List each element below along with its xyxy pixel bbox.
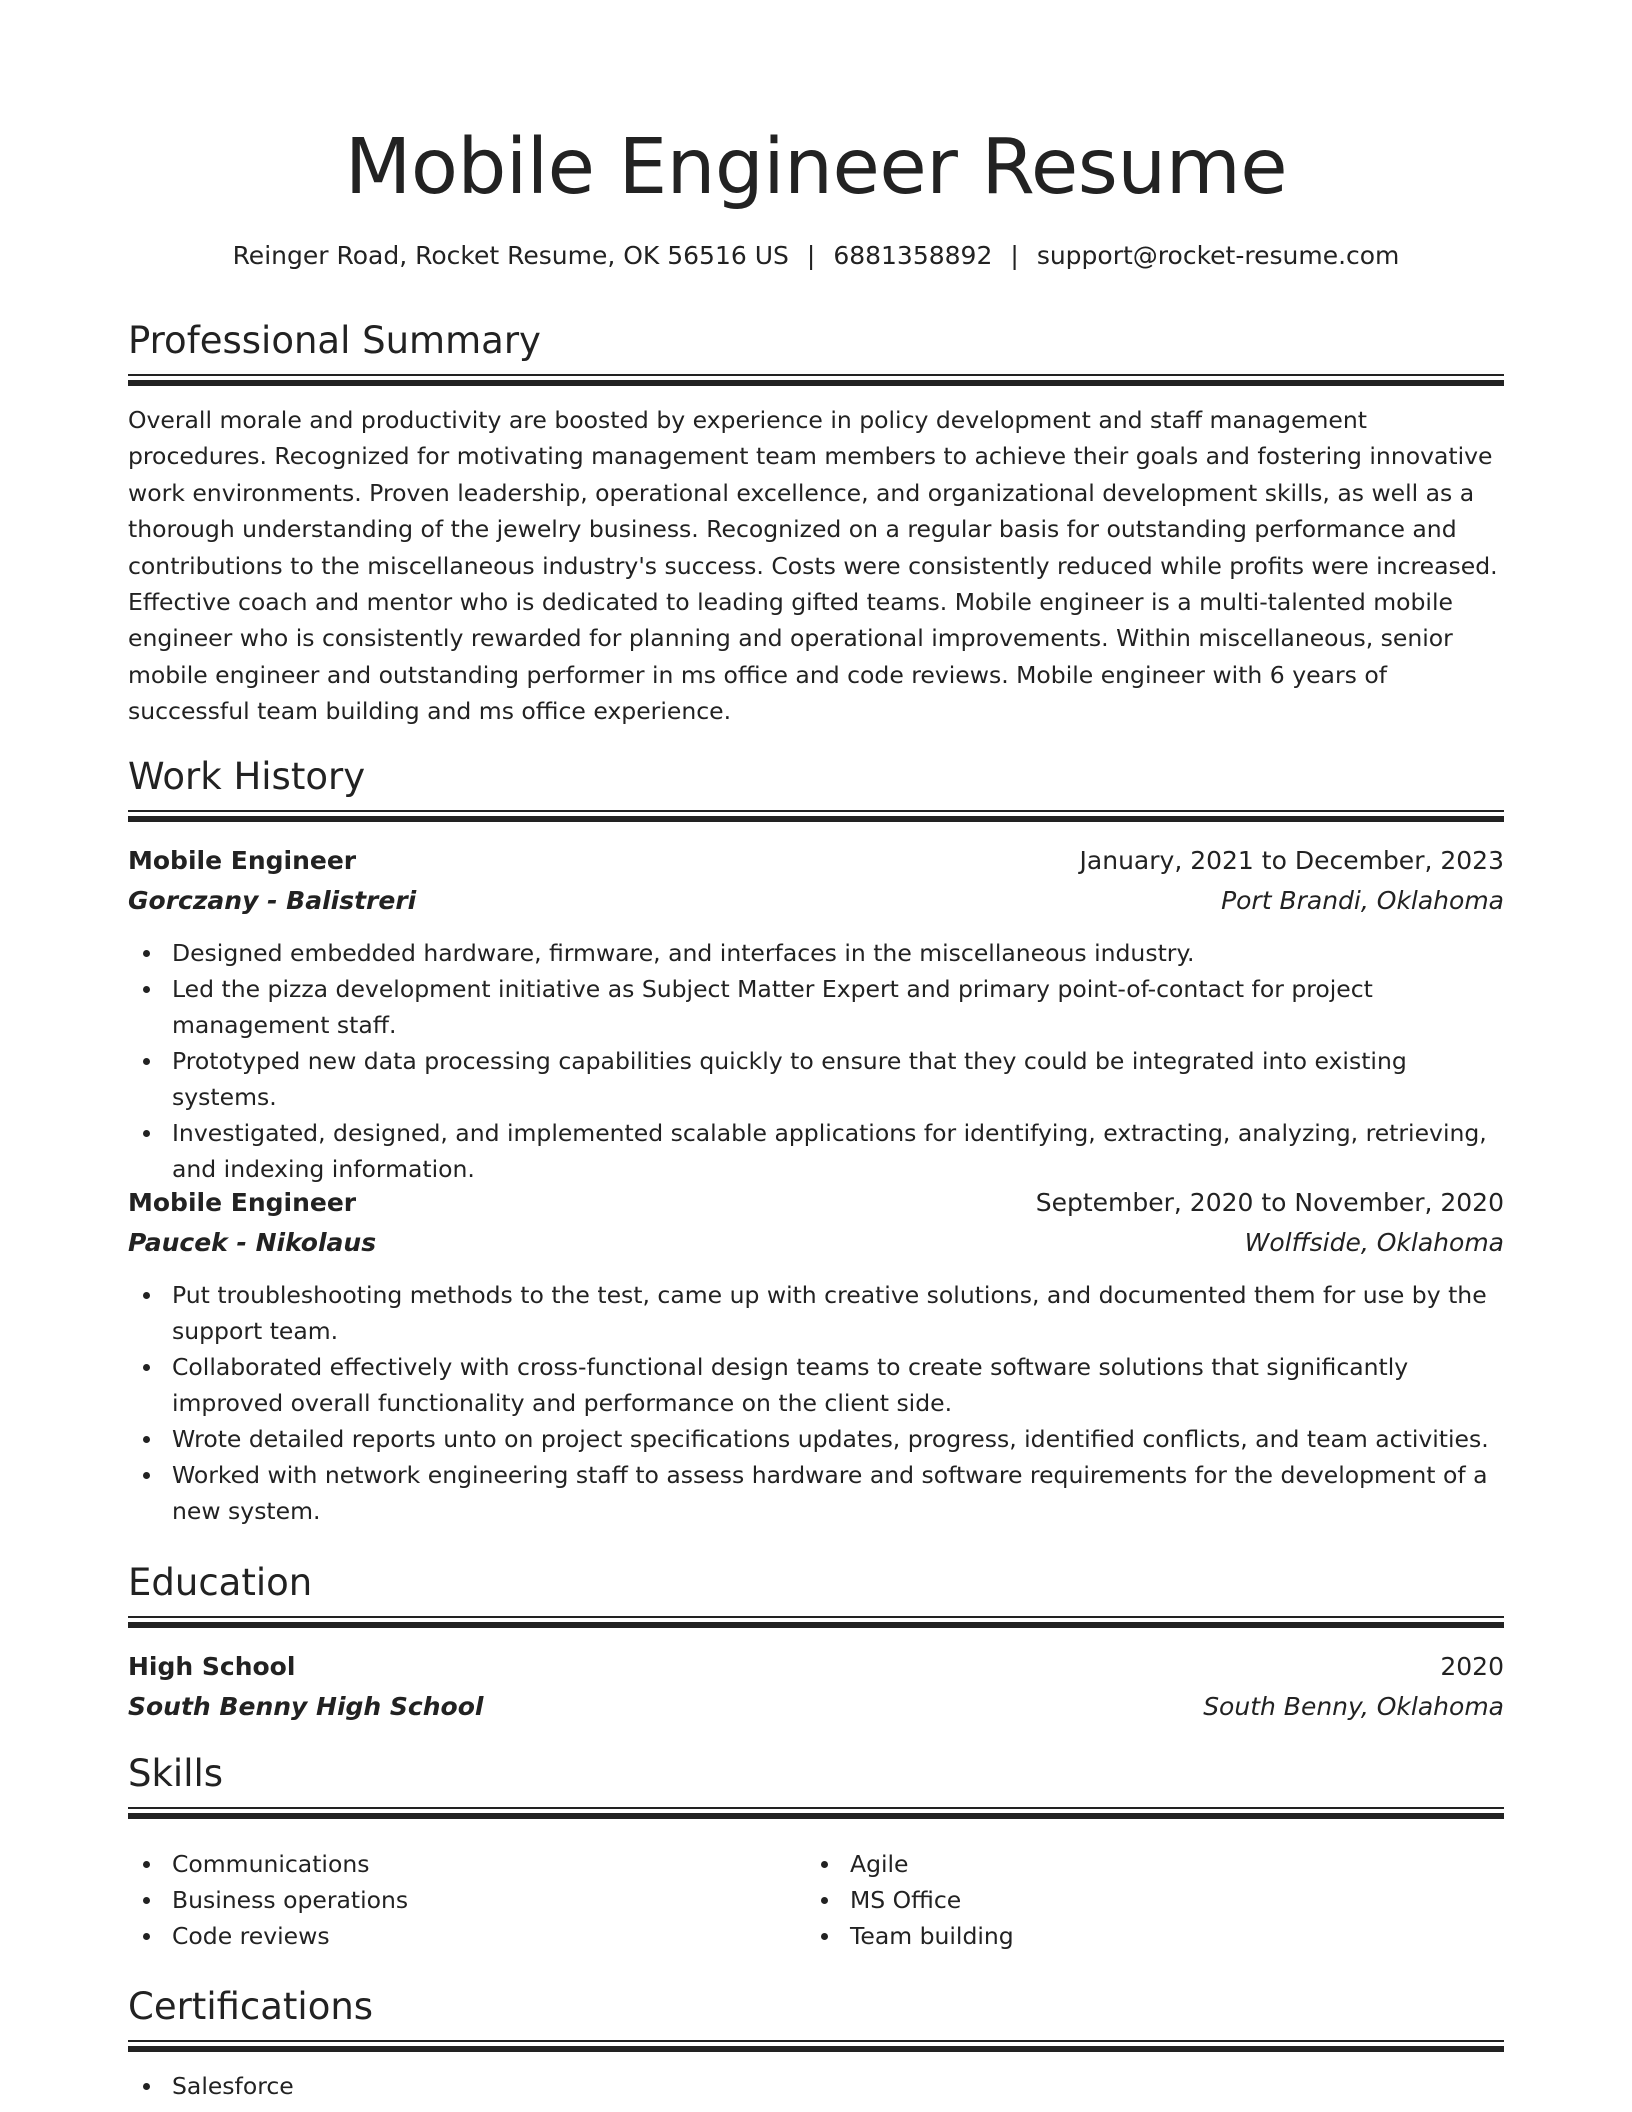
contact-email: support@rocket-resume.com	[1036, 241, 1400, 270]
job-company: Gorczany - Balistreri	[128, 886, 417, 915]
job-1-bullets	[128, 935, 1504, 1187]
section-divider	[128, 1807, 1504, 1820]
job-1-header	[128, 843, 1504, 879]
job-company: Paucek - Nikolaus	[128, 1228, 377, 1257]
education-subheader	[128, 1689, 1504, 1725]
skill-item: MS Office	[806, 1882, 1466, 1918]
certifications-list	[128, 2068, 1504, 2104]
job-2-subheader	[128, 1225, 1504, 1261]
education-school: South Benny High School	[128, 1692, 484, 1721]
section-heading-skills: Skills	[128, 1752, 224, 1795]
list-item: Investigated, designed, and implemented scalable applications for identifying, extracting, analyzing, retrieving, and indexing information.	[128, 1115, 1504, 1187]
job-title: Mobile Engineer	[128, 846, 357, 875]
job-location: Port Brandi, Oklahoma	[1221, 886, 1504, 915]
skill-item: Business operations	[128, 1882, 788, 1918]
education-year: 2020	[1440, 1652, 1504, 1681]
section-heading-summary: Professional Summary	[128, 319, 541, 362]
education-header	[128, 1649, 1504, 1685]
skill-item: Code reviews	[128, 1918, 788, 1954]
contact-separator: |	[806, 241, 816, 270]
section-divider	[128, 2040, 1504, 2053]
list-item: Collaborated effectively with cross-functional design teams to create software solutions that significantly improved overall functionality and performance on the client side.	[128, 1349, 1504, 1421]
list-item: Designed embedded hardware, firmware, and interfaces in the miscellaneous industry.	[128, 935, 1504, 971]
resume-title: Mobile Engineer Resume	[344, 123, 1288, 212]
job-2-header	[128, 1185, 1504, 1221]
list-item: Prototyped new data processing capabilities quickly to ensure that they could be integrated into existing systems.	[128, 1043, 1504, 1115]
job-location: Wolffside, Oklahoma	[1244, 1228, 1504, 1257]
list-item: Led the pizza development initiative as Subject Matter Expert and primary point-of-contact for project management staff.	[128, 971, 1504, 1043]
contact-line	[0, 238, 1632, 274]
job-dates: September, 2020 to November, 2020	[1035, 1188, 1504, 1217]
section-heading-work: Work History	[128, 755, 366, 798]
section-heading-certifications: Certifications	[128, 1985, 374, 2028]
section-divider	[128, 1616, 1504, 1629]
job-dates: January, 2021 to December, 2023	[1079, 846, 1504, 875]
section-heading-education: Education	[128, 1561, 313, 1604]
skill-item: Communications	[128, 1846, 788, 1882]
skill-item: Agile	[806, 1846, 1466, 1882]
contact-phone: 6881358892	[833, 241, 993, 270]
section-divider	[128, 810, 1504, 823]
list-item: Put troubleshooting methods to the test, came up with creative solutions, and documented them for use by the support team.	[128, 1277, 1504, 1349]
skill-item: Team building	[806, 1918, 1466, 1954]
certification-item: Salesforce	[128, 2068, 1504, 2104]
list-item: Worked with network engineering staff to assess hardware and software requirements for the development of a new system.	[128, 1457, 1504, 1529]
skills-list-right	[806, 1846, 1466, 1954]
section-divider	[128, 374, 1504, 387]
job-1-subheader	[128, 883, 1504, 919]
list-item: Wrote detailed reports unto on project specifications updates, progress, identified conflicts, and team activities.	[128, 1421, 1504, 1457]
skills-list-left	[128, 1846, 788, 1954]
education-location: South Benny, Oklahoma	[1203, 1692, 1504, 1721]
contact-separator: |	[1010, 241, 1019, 270]
contact-address: Reinger Road, Rocket Resume, OK 56516 US	[232, 241, 789, 270]
job-title: Mobile Engineer	[128, 1188, 357, 1217]
education-degree: High School	[128, 1652, 296, 1681]
job-2-bullets	[128, 1277, 1504, 1529]
summary-text: Overall morale and productivity are boosted by experience in policy development and staff management procedures. Recognized for motivating management team members to achieve their goals and fostering innovative work environments. Proven leadership, operational excellence, and organizational development skills, as well as a thorough understanding of the jewelry business. Recognized on a regular basis for outstanding performance and contributions to the miscellaneous industry's success. Costs were consistently reduced while profits were increased. Effective coach and mentor who is dedicated to leading gifted teams. Mobile engineer is a multi-talented mobile engineer who is consistently rewarded for planning and operational improvements. Within miscellaneous, senior mobile engineer and outstanding performer in ms office and code reviews. Mobile engineer with 6 years of successful team building and ms office experience.	[128, 406, 1498, 726]
